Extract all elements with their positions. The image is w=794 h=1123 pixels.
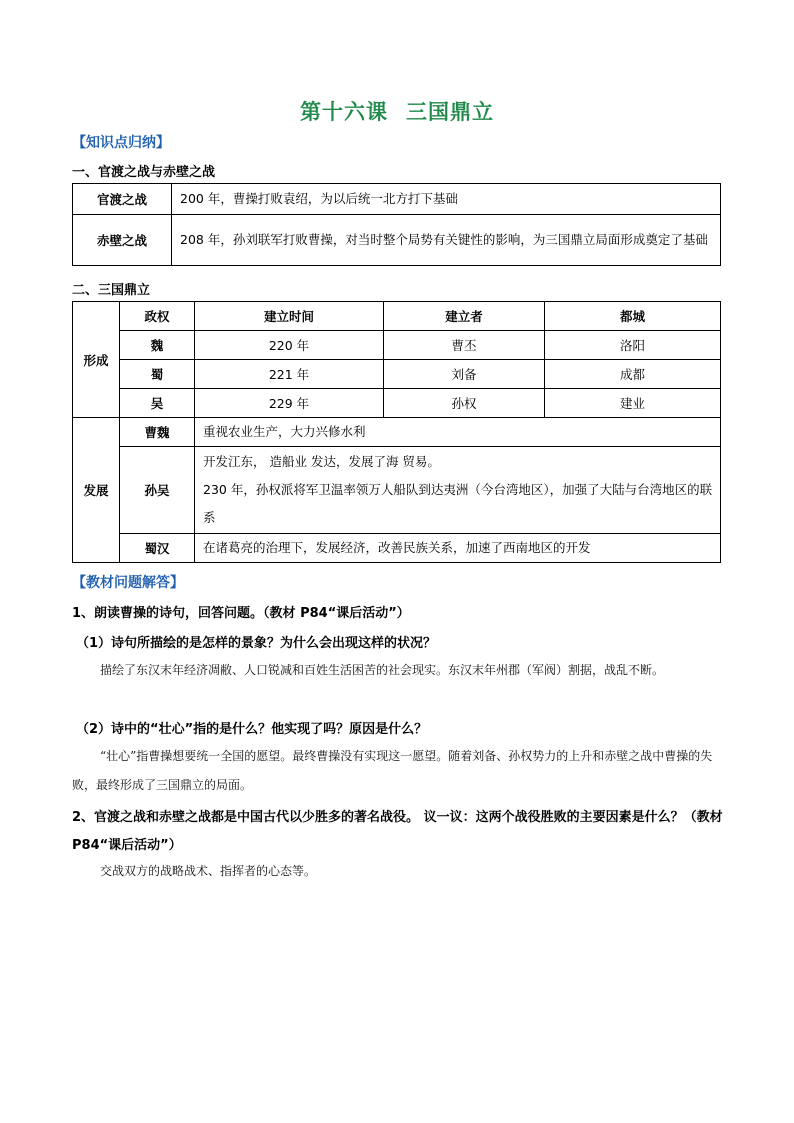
battle-text: 200 年，曹操打败袁绍，为以后统一北方打下基础 (172, 184, 721, 215)
question-1-sub2: （2）诗中的“壮心”指的是什么？他实现了吗？原因是什么？ (76, 722, 428, 737)
table-row (73, 447, 721, 534)
battles-table (72, 183, 721, 266)
dev-state-name: 曹魏 (120, 418, 195, 447)
state-capital: 成都 (545, 360, 721, 389)
lesson-title-main: 第十六课 (300, 100, 388, 124)
formation-label: 形成 (73, 302, 120, 418)
dev-text-line: 开发江东， 造船业 发达，发展了海 贸易。 (203, 454, 440, 469)
table-row (73, 418, 721, 447)
section1-heading: 一、官渡之战与赤壁之战 (72, 165, 216, 180)
battle-name: 赤壁之战 (73, 215, 172, 266)
question-1-sub1: （1）诗句所描绘的是怎样的景象？为什么会出现这样的状况？ (76, 636, 437, 651)
table-row (73, 389, 721, 418)
table-row (73, 360, 721, 389)
dev-state-name: 蜀汉 (120, 534, 195, 563)
question-2: 2、官渡之战和赤壁之战都是中国古代以少胜多的著名战役。 议一议：这两个战役胜败的主要因素是什么？（教材 P84“课后活动”） (72, 810, 723, 853)
section2-heading: 二、三国鼎立 (72, 283, 151, 298)
battle-text: 208 年，孙刘联军打败曹操，对当时整个局势有关键性的影响，为三国鼎立局面形成奠定了基础 (172, 215, 721, 266)
col-header-year: 建立时间 (195, 302, 384, 331)
table-row (73, 331, 721, 360)
table-row (73, 302, 721, 331)
battle-name: 官渡之战 (73, 184, 172, 215)
state-founder: 刘备 (384, 360, 545, 389)
state-capital: 洛阳 (545, 331, 721, 360)
col-header-state: 政权 (120, 302, 195, 331)
col-header-capital: 都城 (545, 302, 721, 331)
dev-state-name: 孙吴 (120, 447, 195, 534)
development-label: 发展 (73, 418, 120, 563)
three-kingdoms-table (72, 301, 721, 563)
table-row (73, 184, 721, 215)
state-year: 221 年 (195, 360, 384, 389)
answer-1-2: “壮心”指曹操想要统一全国的愿望。最终曹操没有实现这一愿望。随着刘备、孙权势力的上升和赤壁之战中曹操的失败，最终形成了三国鼎立的局面。 (72, 749, 713, 792)
state-name: 魏 (120, 331, 195, 360)
lesson-title (0, 96, 794, 126)
knowledge-header: 【知识点归纳】 (72, 135, 170, 151)
dev-text (195, 447, 721, 534)
dev-text: 重视农业生产，大力兴修水利 (195, 418, 721, 447)
dev-text: 在诸葛亮的治理下，发展经济，改善民族关系，加速了西南地区的开发 (195, 534, 721, 563)
table-row (73, 534, 721, 563)
state-name: 吴 (120, 389, 195, 418)
table-row (73, 215, 721, 266)
answer-2: 交战双方的战略战术、指挥者的心态等。 (100, 864, 317, 878)
col-header-founder: 建立者 (384, 302, 545, 331)
dev-text-line: 230 年，孙权派将军卫温率领万人船队到达夷洲（今台湾地区），加强了大陆与台湾地区的联系 (203, 482, 713, 525)
state-name: 蜀 (120, 360, 195, 389)
state-founder: 曹丕 (384, 331, 545, 360)
state-founder: 孙权 (384, 389, 545, 418)
lesson-title-sub: 三国鼎立 (406, 100, 494, 124)
textbook-header: 【教材问题解答】 (72, 575, 184, 591)
question-1: 1、朗读曹操的诗句，回答问题。（教材 P84“课后活动”） (72, 606, 410, 621)
answer-1-1: 描绘了东汉末年经济凋敝、人口锐减和百姓生活困苦的社会现实。东汉末年州郡（军阀）割据，战乱不断。 (100, 663, 665, 677)
state-capital: 建业 (545, 389, 721, 418)
state-year: 220 年 (195, 331, 384, 360)
state-year: 229 年 (195, 389, 384, 418)
